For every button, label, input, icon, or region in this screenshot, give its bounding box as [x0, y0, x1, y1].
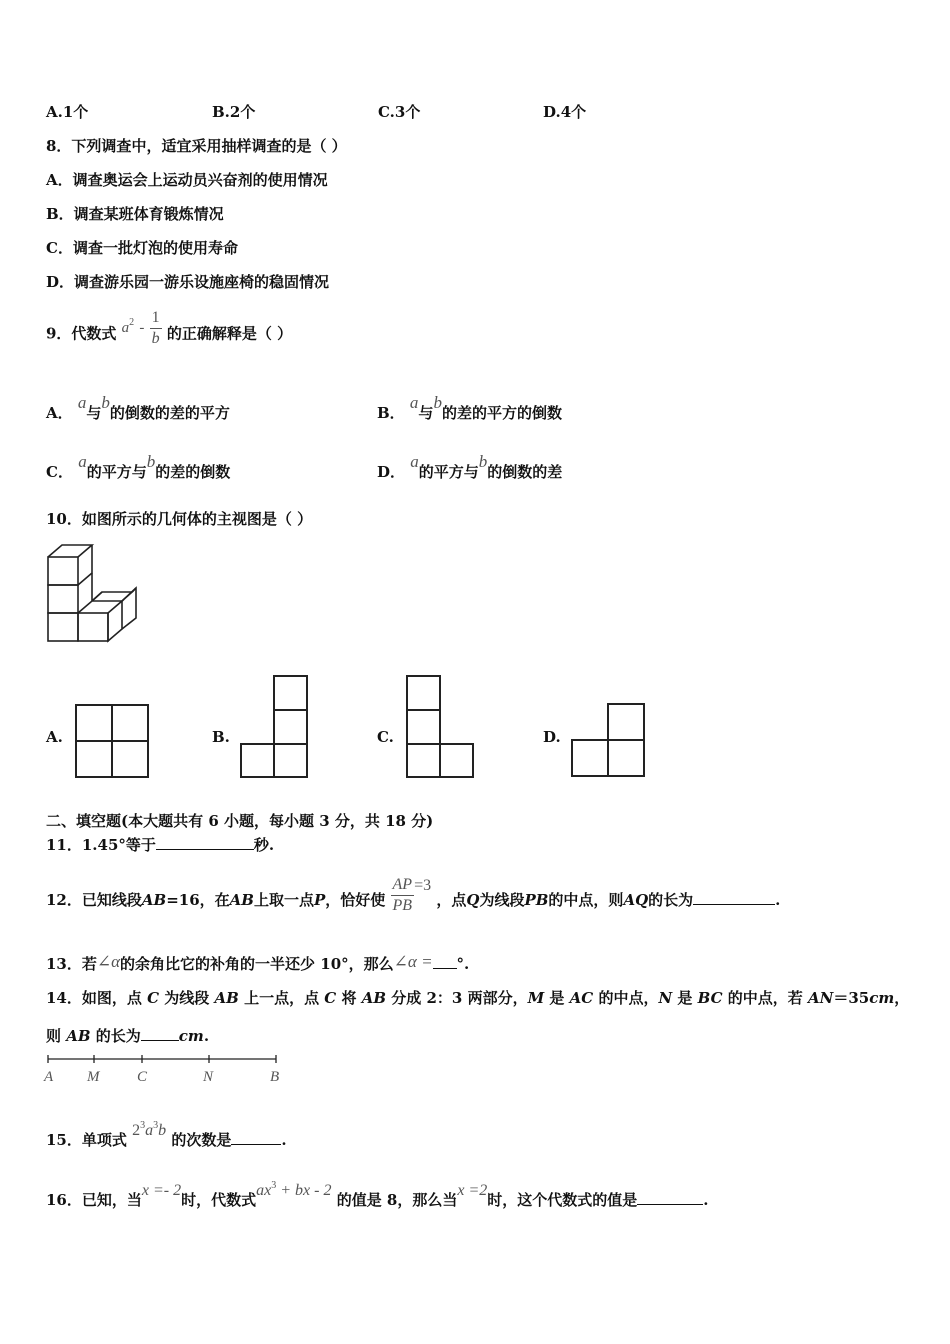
q10-stem: 10．如图所示的几何体的主视图是（ ） [46, 510, 313, 528]
q10-option-d-figure [570, 702, 648, 780]
text: 16．已知，当 [46, 1191, 142, 1209]
angle-alpha-eq: ∠α = [393, 952, 433, 971]
option-text: 的差的平方的倒数 [441, 404, 562, 422]
text: 的长为 [648, 891, 694, 909]
q7-option-b [212, 102, 255, 122]
option-text: 与 [418, 404, 434, 422]
q10-option-a-figure [74, 703, 150, 779]
q8-stem: 8．下列调查中，适宜采用抽样调查的是（ ） [46, 137, 347, 155]
option-letter: B． [377, 404, 405, 422]
text: 则 [46, 1027, 67, 1045]
q10-option-b-label: B. [212, 728, 230, 746]
q7-option-c [378, 102, 420, 122]
fraction-numerator: 1 [150, 308, 162, 329]
q10-option-d-label: D. [543, 728, 561, 746]
q11 [46, 835, 274, 855]
exponent: 3 [271, 1180, 277, 1191]
point-label-m: M [87, 1069, 100, 1085]
text: 上一点，点 [238, 989, 325, 1007]
q12 [46, 870, 780, 930]
text: 时，代数式 [181, 1191, 257, 1209]
polynomial [256, 1180, 331, 1199]
segment-figure [40, 1052, 290, 1088]
option-letter: A. [46, 103, 63, 121]
q11-prefix: 11．1.45°等于 [46, 836, 156, 854]
text: 上取一点 [253, 891, 314, 909]
q11-suffix: 秒. [253, 836, 275, 854]
point-q: Q [466, 891, 480, 909]
segment-ab: AB [229, 891, 254, 909]
text: 的中点， [593, 989, 659, 1007]
text: . [281, 1131, 287, 1149]
segment-an: AN [807, 989, 834, 1007]
q9-suffix: 的正确解释是（ ） [166, 324, 293, 343]
option-letter: D. [543, 103, 561, 121]
text: 12．已知线段 [46, 891, 142, 909]
answer-blank [231, 1130, 281, 1145]
q10-option-b-figure [239, 674, 311, 780]
exponent: 3 [140, 1120, 146, 1131]
option-letter: C． [46, 463, 73, 481]
q8-option-d: D．调查游乐园一游乐设施座椅的稳固情况 [46, 273, 330, 291]
option-text: 2个 [229, 103, 256, 121]
q9-option-a [46, 395, 230, 431]
term-bx-minus-2: + bx - 2 [276, 1182, 332, 1199]
q7-option-a [46, 102, 88, 122]
q9-prefix: 9．代数式 [46, 324, 117, 343]
q8-option-c: C．调查一批灯泡的使用寿命 [46, 239, 238, 257]
text: ，点 [436, 891, 467, 909]
text: =16，在 [166, 891, 230, 909]
text: 的余角比它的补角的一半还少 10°，那么 [120, 955, 394, 973]
option-text: 的倒数的差 [487, 463, 563, 481]
text: 是 [544, 989, 570, 1007]
option-text: 与 [86, 404, 102, 422]
answer-blank [433, 954, 457, 969]
q10-option-c-label: C. [377, 728, 394, 746]
unit-cm: cm [178, 1027, 204, 1045]
text: 的长为 [90, 1027, 141, 1045]
exponent: 3 [153, 1120, 159, 1131]
fraction-denominator: b [151, 329, 160, 347]
point-label-b: B [270, 1069, 280, 1085]
text: 时，这个代数式的值是 [487, 1191, 638, 1209]
text: ，恰好使 [325, 891, 386, 909]
text: . [203, 1027, 210, 1045]
q9-option-d [377, 454, 562, 490]
text: 为线段 [479, 891, 525, 909]
segment-ab: AB [361, 989, 387, 1007]
option-letter: B. [212, 103, 230, 121]
term-ax: ax [256, 1182, 272, 1199]
var-b: b [158, 1122, 167, 1139]
segment-bc: BC [697, 989, 723, 1007]
point-label-c: C [137, 1069, 148, 1085]
option-letter: D． [377, 463, 406, 481]
text: 分成 2：3 两部分， [386, 989, 528, 1007]
option-text: 4个 [560, 103, 587, 121]
option-text: 的倒数的差的平方 [109, 404, 230, 422]
q9-expression [122, 304, 162, 353]
fraction-numerator: AP [391, 875, 415, 896]
point-label-a: A [44, 1069, 54, 1085]
angle-alpha: ∠α [96, 952, 121, 971]
var-a: a [410, 452, 419, 471]
text: 的值是 8，那么当 [336, 1191, 458, 1209]
minus-sign: - [139, 320, 145, 336]
var-a: a [78, 452, 87, 471]
option-text: 的差的倒数 [155, 463, 231, 481]
option-text: 1个 [62, 103, 89, 121]
text: . [703, 1191, 709, 1209]
q8-option-a: A．调查奥运会上运动员兴奋剂的使用情况 [46, 171, 328, 189]
text: ， [894, 989, 910, 1007]
fraction-denominator: PB [392, 897, 413, 914]
base-two: 2 [132, 1122, 141, 1139]
cube-figure [40, 538, 150, 648]
q10-option-c-figure [405, 674, 477, 780]
monomial [132, 1120, 166, 1139]
q14-line-1 [46, 988, 909, 1008]
q16 [46, 1180, 709, 1220]
option-letter: A． [46, 404, 73, 422]
var-b: b [146, 452, 156, 471]
segment-ab: AB [141, 891, 167, 909]
text: 15．单项式 [46, 1131, 127, 1149]
q9-option-b [377, 395, 562, 431]
q8-option-b: B．调查某班体育锻炼情况 [46, 205, 224, 223]
point-c: C [147, 989, 160, 1007]
point-m: M [527, 989, 545, 1007]
answer-blank [693, 890, 775, 905]
segment-ac: AC [569, 989, 594, 1007]
q9-stem [46, 310, 292, 356]
equals-three: =3 [414, 876, 432, 894]
var-a: a [409, 393, 419, 412]
var-a: a [121, 320, 130, 336]
segment-pb: PB [524, 891, 549, 909]
q14-line-2 [46, 1026, 209, 1046]
text: 将 [336, 989, 362, 1007]
q13 [46, 954, 469, 974]
var-a: a [77, 393, 87, 412]
text: 的中点，则 [548, 891, 624, 909]
option-letter: C. [378, 103, 395, 121]
segment-ab: AB [66, 1027, 91, 1045]
unit-cm: cm [869, 989, 895, 1007]
answer-blank [141, 1026, 179, 1041]
var-a: a [145, 1122, 154, 1139]
option-text: 的平方与 [86, 463, 147, 481]
option-text: 的平方与 [418, 463, 479, 481]
fraction [391, 875, 415, 916]
answer-blank [156, 835, 254, 850]
text: 的次数是 [171, 1131, 232, 1149]
fraction [150, 308, 162, 349]
point-p: P [314, 891, 326, 909]
text: 是 [672, 989, 698, 1007]
segment-aq: AQ [623, 891, 649, 909]
point-label-n: N [203, 1069, 214, 1085]
answer-blank [637, 1190, 703, 1205]
condition-x-2: x =2 [457, 1182, 488, 1199]
segment-ab: AB [214, 989, 239, 1007]
condition-x-neg2: x =- 2 [141, 1182, 182, 1199]
exponent: 2 [129, 317, 135, 328]
text: 13．若 [46, 955, 97, 973]
text: 的中点，若 [722, 989, 808, 1007]
q12-ratio [391, 865, 432, 926]
q9-option-c [46, 454, 230, 490]
text: ＝35 [833, 989, 870, 1007]
point-n: N [658, 989, 673, 1007]
var-b: b [478, 452, 488, 471]
option-text: 3个 [394, 103, 421, 121]
section-2-title: 二、填空题(本大题共有 6 小题，每小题 3 分，共 18 分) [46, 812, 434, 830]
var-b: b [101, 393, 110, 412]
text: °. [456, 955, 470, 973]
point-c: C [324, 989, 337, 1007]
var-b: b [433, 393, 442, 412]
text: 为线段 [159, 989, 215, 1007]
text: . [775, 891, 781, 909]
text: 14．如图，点 [46, 989, 148, 1007]
q10-option-a-label: A. [46, 728, 63, 746]
q15 [46, 1120, 287, 1160]
q7-option-d [543, 102, 586, 122]
